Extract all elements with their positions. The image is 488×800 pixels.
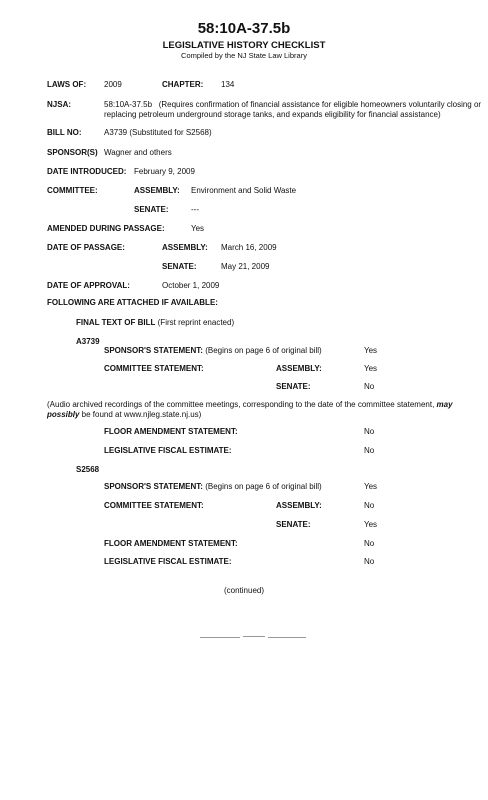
a3739-assembly-label: ASSEMBLY: xyxy=(276,364,322,373)
a3739-committee-statement-label: COMMITTEE STATEMENT: xyxy=(104,364,204,373)
a3739-floor-value: No xyxy=(364,427,375,436)
njsa-label: NJSA: xyxy=(47,100,72,109)
s2568-sponsor-statement-label: SPONSOR'S STATEMENT: xyxy=(104,482,203,491)
bill-no-value: A3739 (Substituted for S2568) xyxy=(104,128,212,137)
s2568-assembly-label: ASSEMBLY: xyxy=(276,501,322,510)
laws-of-label: LAWS OF: xyxy=(47,80,87,89)
s2568-senate-label: SENATE: xyxy=(276,520,311,529)
passage-assembly-value: March 16, 2009 xyxy=(221,243,277,252)
s2568-sponsor-statement-note: (Begins on page 6 of original bill) xyxy=(205,482,322,491)
committee-assembly-label: ASSEMBLY: xyxy=(134,186,180,195)
sponsors-label: SPONSOR(S) xyxy=(47,148,98,157)
date-of-approval-label: DATE OF APPROVAL: xyxy=(47,281,130,290)
s2568-heading: S2568 xyxy=(76,465,100,474)
s2568-sponsor-statement-value: Yes xyxy=(364,482,378,491)
a3739-floor-label: FLOOR AMENDMENT STATEMENT: xyxy=(104,427,238,436)
date-of-passage-label: DATE OF PASSAGE: xyxy=(47,243,125,252)
passage-senate-label: SENATE: xyxy=(162,262,197,271)
a3739-senate-value: No xyxy=(364,382,375,391)
committee-assembly-value: Environment and Solid Waste xyxy=(191,186,297,195)
compiled-by: Compiled by the NJ State Law Library xyxy=(181,51,307,60)
njsa-block xyxy=(104,100,484,120)
date-introduced-label: DATE INTRODUCED: xyxy=(47,167,127,176)
audio-note xyxy=(47,400,484,420)
committee-senate-label: SENATE: xyxy=(134,205,169,214)
audio-note-emphasis: may possibly xyxy=(47,400,453,419)
attached-heading: FOLLOWING ARE ATTACHED IF AVAILABLE: xyxy=(47,298,218,307)
a3739-assembly-value: Yes xyxy=(364,364,378,373)
s2568-fiscal-value: No xyxy=(364,557,375,566)
committee-senate-value: --- xyxy=(191,205,199,214)
passage-senate-value: May 21, 2009 xyxy=(221,262,270,271)
njsa-value: 58:10A-37.5b xyxy=(104,100,153,109)
bill-no-label: BILL NO: xyxy=(47,128,82,137)
s2568-fiscal-label: LEGISLATIVE FISCAL ESTIMATE: xyxy=(104,557,232,566)
a3739-sponsor-statement-value: Yes xyxy=(364,346,378,355)
final-text-row xyxy=(76,318,234,327)
a3739-sponsor-statement-label: SPONSOR'S STATEMENT: xyxy=(104,346,203,355)
amended-label: AMENDED DURING PASSAGE: xyxy=(47,224,165,233)
final-text-note: (First reprint enacted) xyxy=(157,318,235,327)
committee-label: COMMITTEE: xyxy=(47,186,98,195)
audio-note-text: (Audio archived recordings of the committee meetings, corresponding to the date of the committee statement, xyxy=(47,400,437,409)
sponsors-value: Wagner and others xyxy=(104,148,172,157)
s2568-sponsor-statement-row xyxy=(104,482,322,491)
page-title: 58:10A-37.5b xyxy=(197,20,291,37)
s2568-assembly-value: No xyxy=(364,501,375,510)
a3739-fiscal-label: LEGISLATIVE FISCAL ESTIMATE: xyxy=(104,446,232,455)
a3739-fiscal-value: No xyxy=(364,446,375,455)
date-of-approval-value: October 1, 2009 xyxy=(162,281,220,290)
s2568-floor-label: FLOOR AMENDMENT STATEMENT: xyxy=(104,539,238,548)
a3739-senate-label: SENATE: xyxy=(276,382,311,391)
amended-value: Yes xyxy=(191,224,205,233)
s2568-committee-statement-label: COMMITTEE STATEMENT: xyxy=(104,501,204,510)
njsa-description: (Requires confirmation of financial assistance for eligible homeowners voluntarily closing or replacing petroleum underground storage tanks, and expands eligibility for financial assistance) xyxy=(104,100,482,119)
s2568-floor-value: No xyxy=(364,539,375,548)
audio-note-text-end: be found at www.njleg.state.nj.us) xyxy=(79,410,202,419)
a3739-sponsor-statement-note: (Begins on page 6 of original bill) xyxy=(205,346,322,355)
s2568-senate-value: Yes xyxy=(364,520,378,529)
a3739-sponsor-statement-row xyxy=(104,346,322,355)
continued-note: (continued) xyxy=(223,586,265,595)
a3739-heading: A3739 xyxy=(76,337,100,346)
chapter-label: CHAPTER: xyxy=(162,80,204,89)
page-subtitle: LEGISLATIVE HISTORY CHECKLIST xyxy=(162,40,326,51)
laws-of-value: 2009 xyxy=(104,80,122,89)
passage-assembly-label: ASSEMBLY: xyxy=(162,243,208,252)
chapter-value: 134 xyxy=(221,80,235,89)
date-introduced-value: February 9, 2009 xyxy=(134,167,195,176)
final-text-label: FINAL TEXT OF BILL xyxy=(76,318,156,327)
